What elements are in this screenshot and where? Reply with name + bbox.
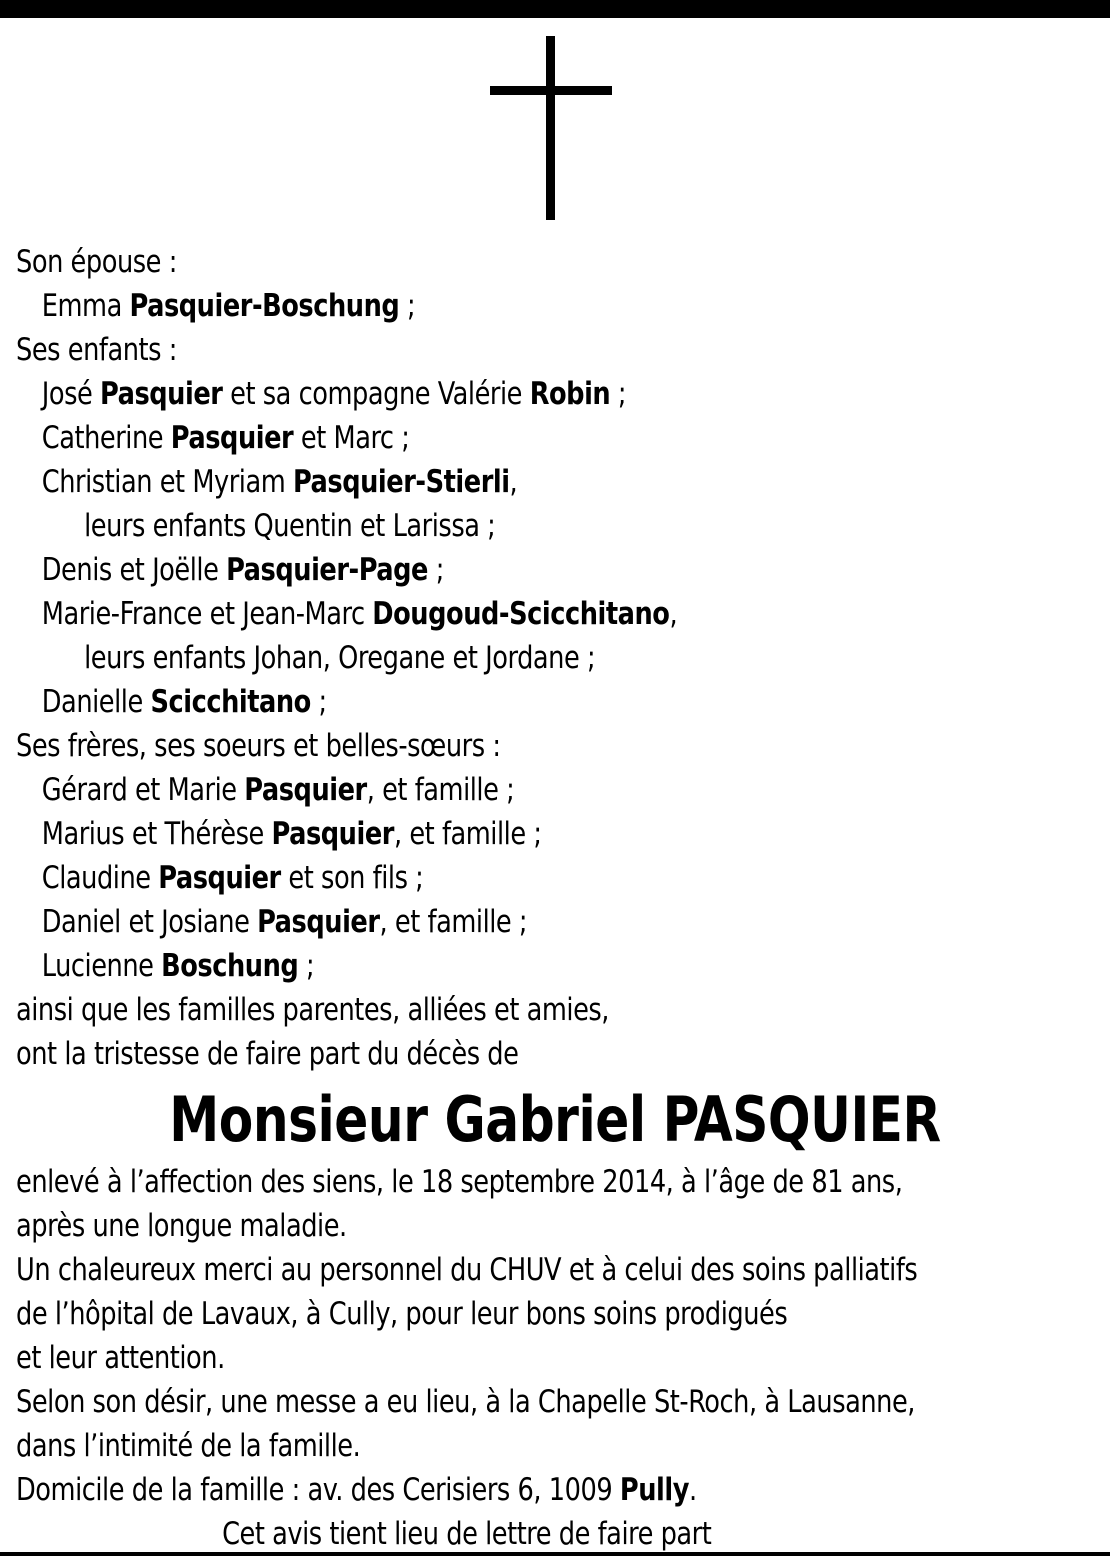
top-rule (0, 0, 1110, 18)
sibling-line: Marius et Thérèse Pasquier, et famille ; (41, 816, 542, 852)
spouse-heading: Son épouse : (16, 244, 177, 280)
child-line: Denis et Joëlle Pasquier-Page ; (41, 552, 444, 588)
child-line: Marie-France et Jean-Marc Dougoud-Scicchitano, (41, 596, 678, 632)
details-line: Selon son désir, une messe a eu lieu, à la Chapelle St-Roch, à Lausanne, (16, 1384, 915, 1420)
notice-line: Cet avis tient lieu de lettre de faire part (222, 1516, 712, 1552)
child-line: Danielle Scicchitano ; (41, 684, 327, 720)
closing-line: ainsi que les familles parentes, alliées et amies, (16, 992, 609, 1028)
grandchildren-line: leurs enfants Johan, Oregane et Jordane ; (84, 640, 596, 676)
bottom-rule (0, 1552, 1110, 1556)
child-line: Christian et Myriam Pasquier-Stierli, (41, 464, 518, 500)
domicile-line: Domicile de la famille : av. des Cerisiers 6, 1009 Pully. (16, 1472, 697, 1508)
child-line: Catherine Pasquier et Marc ; (41, 420, 410, 456)
details-line: Un chaleureux merci au personnel du CHUV et à celui des soins palliatifs (16, 1252, 918, 1288)
details-line: de l’hôpital de Lavaux, à Cully, pour leur bons soins prodigués (16, 1296, 788, 1332)
sibling-line: Claudine Pasquier et son fils ; (41, 860, 424, 896)
sibling-line: Daniel et Josiane Pasquier, et famille ; (41, 904, 528, 940)
details-line: et leur attention. (16, 1340, 225, 1376)
sibling-line: Lucienne Boschung ; (41, 948, 315, 984)
children-heading: Ses enfants : (16, 332, 177, 368)
details-line: après une longue maladie. (16, 1208, 347, 1244)
sibling-line: Gérard et Marie Pasquier, et famille ; (41, 772, 515, 808)
child-line: José Pasquier et sa compagne Valérie Robin ; (41, 376, 627, 412)
cross-icon (490, 36, 612, 220)
closing-line: ont la tristesse de faire part du décès de (16, 1036, 519, 1072)
spouse-line: Emma Pasquier-Boschung ; (41, 288, 416, 324)
deceased-name: Monsieur Gabriel PASQUIER (169, 1083, 941, 1156)
grandchildren-line: leurs enfants Quentin et Larissa ; (84, 508, 496, 544)
obituary-text (16, 240, 1096, 1556)
details-line: enlevé à l’affection des siens, le 18 septembre 2014, à l’âge de 81 ans, (16, 1164, 903, 1200)
details-line: dans l’intimité de la famille. (16, 1428, 361, 1464)
siblings-heading: Ses frères, ses soeurs et belles-sœurs : (16, 728, 501, 764)
